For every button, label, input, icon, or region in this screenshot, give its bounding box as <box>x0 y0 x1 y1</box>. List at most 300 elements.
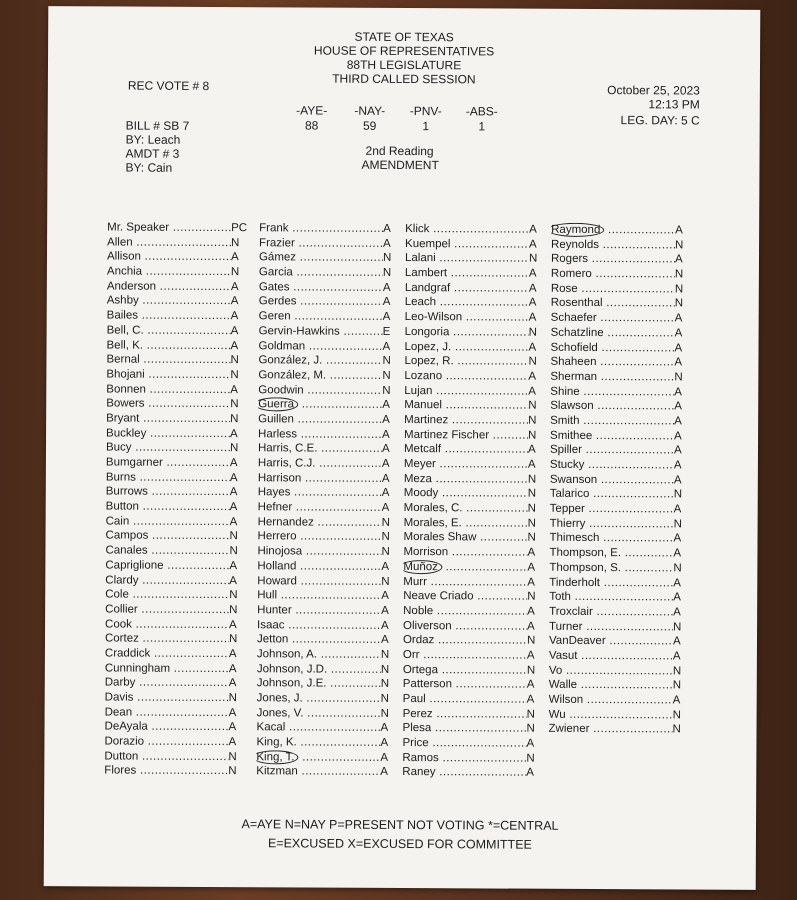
member-row <box>404 442 544 457</box>
member-row <box>257 618 397 633</box>
member-vote: A <box>381 560 390 573</box>
member-row <box>105 646 245 661</box>
member-name <box>404 413 528 428</box>
member-row <box>404 340 544 355</box>
member-name <box>105 705 229 720</box>
member-name <box>403 692 527 707</box>
member-name-text: Morales, E. <box>403 516 462 530</box>
pnv-count: 1 <box>422 119 430 134</box>
member-row <box>549 575 689 590</box>
member-name-text: González, M. <box>258 369 327 382</box>
member-name <box>403 677 527 692</box>
member-row <box>258 339 398 354</box>
member-name <box>259 265 383 280</box>
member-name <box>404 369 528 384</box>
member-name <box>258 339 382 354</box>
member-vote: A <box>673 503 682 516</box>
member-name <box>402 721 526 736</box>
member-vote: A <box>674 356 683 369</box>
member-row <box>258 486 398 501</box>
member-vote: N <box>381 575 390 588</box>
member-vote: A <box>228 721 237 734</box>
member-name <box>403 545 527 560</box>
member-row <box>405 222 545 237</box>
member-row <box>403 692 543 707</box>
member-name <box>404 501 528 516</box>
member-name-text: Price <box>402 737 429 750</box>
member-name-text: Anchia <box>106 265 143 278</box>
member-vote: N <box>527 473 537 486</box>
member-name-text: Smithee <box>550 429 593 442</box>
member-vote: A <box>381 457 390 470</box>
member-row <box>549 531 689 546</box>
member-name <box>404 428 528 443</box>
member-vote: N <box>526 752 535 765</box>
member-name-text: Meyer <box>403 458 436 471</box>
member-name <box>257 632 381 647</box>
member-name-text: Morrison <box>403 546 449 559</box>
member-vote: N <box>673 620 682 634</box>
member-vote: A <box>673 576 682 589</box>
circled-member-name: King, T. <box>256 750 298 764</box>
member-name-text: Leo-Wilson <box>404 311 463 324</box>
member-row <box>105 573 245 588</box>
member-name <box>549 590 673 605</box>
member-name <box>257 530 381 545</box>
roll-column-4 <box>548 223 691 738</box>
member-name <box>104 749 228 764</box>
member-name-text: Rogers <box>550 253 589 266</box>
member-row <box>257 559 397 574</box>
member-name-text: Ashby <box>106 294 139 308</box>
member-vote: A <box>528 370 537 383</box>
member-name-text: Tinderholt <box>549 576 601 589</box>
member-vote: A <box>529 238 537 251</box>
member-name-text: Leach <box>404 296 437 309</box>
member-name-text: Vasut <box>548 649 578 662</box>
member-name <box>107 220 231 235</box>
nay-count: 59 <box>362 118 377 133</box>
member-vote: A <box>228 736 237 749</box>
member-name <box>550 458 674 473</box>
member-vote: N <box>230 413 239 426</box>
member-row <box>107 265 247 280</box>
member-name <box>106 338 230 353</box>
member-name-text: Thierry <box>549 517 586 530</box>
amendment-number: AMDT # 3 <box>125 146 180 161</box>
member-name <box>257 574 381 589</box>
member-name <box>258 486 382 501</box>
member-vote: A <box>229 501 238 514</box>
member-vote: N <box>528 414 537 427</box>
member-vote: A <box>382 296 391 309</box>
member-name <box>550 502 674 517</box>
member-row <box>404 354 544 369</box>
pnv-label: -PNV- <box>409 104 442 119</box>
member-name <box>105 646 229 661</box>
member-name-text: Gates <box>258 280 290 294</box>
member-vote: A <box>383 237 391 250</box>
motion: AMENDMENT <box>361 157 439 173</box>
member-row <box>405 325 545 340</box>
member-name <box>548 722 672 737</box>
legend-line-1: A=AYE N=NAY P=PRESENT NOT VOTING *=CENTRAL <box>241 817 559 833</box>
member-name-text: Oliverson <box>403 619 452 632</box>
member-name-text: Goldman <box>258 339 306 352</box>
member-name-text: Ortega <box>402 663 439 676</box>
member-row <box>258 368 398 383</box>
header-state: STATE OF TEXAS <box>354 29 454 45</box>
member-row <box>549 561 689 576</box>
member-vote: A <box>672 650 681 663</box>
circled-member-name: Muñoz <box>403 560 442 574</box>
member-vote: A <box>230 339 239 352</box>
member-name <box>403 663 527 678</box>
member-vote: A <box>526 737 535 750</box>
member-row <box>550 414 690 429</box>
member-name-text: Schaefer <box>550 311 597 325</box>
member-name <box>258 412 382 427</box>
member-name <box>258 442 382 457</box>
member-name <box>550 428 674 443</box>
member-name <box>104 720 228 735</box>
member-name <box>105 617 229 632</box>
member-row <box>259 309 399 324</box>
member-row <box>258 383 398 398</box>
member-name-text: Landgraf <box>404 281 451 295</box>
member-row <box>550 472 690 487</box>
member-vote: A <box>382 399 390 412</box>
member-row <box>106 411 246 426</box>
member-vote: N <box>228 692 238 705</box>
member-vote: A <box>230 310 239 323</box>
member-row <box>404 486 544 501</box>
member-row <box>402 751 542 766</box>
member-row <box>106 338 246 353</box>
member-vote: A <box>527 576 536 589</box>
member-name-text: Frank <box>259 222 289 235</box>
member-row <box>258 456 398 471</box>
member-name <box>403 560 527 575</box>
member-name-text: Button <box>105 500 139 513</box>
member-vote: A <box>381 590 389 603</box>
member-name-text: Neave Criado <box>403 590 474 603</box>
aye-label: -AYE- <box>296 103 328 118</box>
bill-author: BY: Leach <box>125 132 181 147</box>
member-name <box>259 324 383 339</box>
member-vote: A <box>380 722 389 735</box>
member-name-text: Lopez, J. <box>404 340 452 353</box>
member-name <box>258 397 382 412</box>
member-vote: A <box>674 415 682 428</box>
member-name <box>259 221 383 236</box>
member-row <box>107 279 247 294</box>
member-name-text: Hunter <box>257 604 292 617</box>
member-name-text: Murr <box>403 575 427 588</box>
member-vote: N <box>674 283 684 296</box>
member-vote: PC <box>231 222 248 235</box>
member-name-text: Jetton <box>256 633 289 646</box>
member-name-text: Zwiener <box>548 723 590 736</box>
member-row <box>107 294 247 309</box>
member-name-text: González, J. <box>258 354 323 367</box>
member-name-text: Perez <box>402 707 433 720</box>
member-name <box>549 693 673 708</box>
member-row <box>402 721 542 736</box>
member-name <box>550 384 674 399</box>
member-row <box>258 442 398 457</box>
member-name-text: Hull <box>257 589 278 602</box>
member-row <box>405 281 545 296</box>
member-name-text: Tepper <box>549 502 585 516</box>
member-name <box>403 633 527 648</box>
member-name <box>107 294 231 309</box>
member-name <box>550 340 674 355</box>
member-name <box>550 472 674 487</box>
member-row <box>549 707 689 722</box>
member-vote: A <box>380 766 389 779</box>
member-name <box>258 515 382 530</box>
member-name-text: Cain <box>105 515 130 528</box>
member-name <box>403 604 527 619</box>
member-name-text: Hernandez <box>257 515 314 529</box>
vote-time: 12:13 PM <box>648 97 700 112</box>
member-name <box>551 311 675 326</box>
member-name-text: Goodwin <box>258 383 304 397</box>
member-name <box>107 279 231 294</box>
member-name-text: Shaheen <box>550 355 597 369</box>
member-vote: A <box>527 605 535 618</box>
member-vote: A <box>673 459 682 472</box>
member-name <box>405 251 529 266</box>
member-row <box>105 544 245 559</box>
member-row <box>257 574 397 589</box>
member-name-text: Troxclair <box>549 605 593 618</box>
member-row <box>549 546 689 561</box>
aye-count: 88 <box>304 118 319 133</box>
member-row <box>257 603 397 618</box>
member-vote: A <box>528 297 537 310</box>
member-name <box>549 546 673 561</box>
member-name <box>105 544 229 559</box>
member-vote: A <box>674 312 683 325</box>
member-row <box>550 384 690 399</box>
member-row <box>106 455 246 470</box>
member-name <box>257 559 381 574</box>
member-row <box>550 443 690 458</box>
member-name-text: Burrows <box>105 485 148 499</box>
member-name-text: Bonnen <box>106 383 146 396</box>
member-row <box>107 250 247 265</box>
member-name-text: Hayes <box>257 486 291 499</box>
rec-vote: REC VOTE # 8 <box>127 78 210 93</box>
member-row <box>258 471 398 486</box>
member-row <box>106 367 246 382</box>
member-row <box>404 472 544 487</box>
member-row <box>259 280 399 295</box>
member-name <box>104 764 228 779</box>
member-name <box>549 663 673 678</box>
member-vote: N <box>528 399 537 412</box>
member-vote: A <box>230 383 239 396</box>
member-name-text: Dean <box>104 706 133 719</box>
member-row <box>404 501 544 516</box>
member-row <box>403 648 543 663</box>
member-name <box>258 456 382 471</box>
member-vote: A <box>380 751 389 764</box>
bill-number: BILL # SB 7 <box>125 118 190 133</box>
member-name-text: Harless <box>258 427 298 441</box>
member-name <box>404 384 528 399</box>
member-name-text: Noble <box>403 604 434 618</box>
member-name <box>549 561 673 576</box>
member-row <box>257 662 397 677</box>
member-name-text: Collier <box>105 603 138 616</box>
member-row <box>105 602 245 617</box>
member-vote: A <box>229 471 238 484</box>
member-name <box>403 589 527 604</box>
member-name <box>549 678 673 693</box>
member-name <box>106 470 230 485</box>
member-row <box>550 428 690 443</box>
member-vote: A <box>381 604 389 617</box>
member-vote: N <box>380 707 389 720</box>
member-name-text: Hefner <box>257 501 293 514</box>
member-name-text: Gámez <box>258 251 297 264</box>
member-name-text: Allison <box>106 250 141 264</box>
member-name-text: Thompson, E. <box>549 546 622 560</box>
member-vote: N <box>229 589 238 602</box>
member-row <box>105 705 245 720</box>
member-row <box>549 693 689 708</box>
member-row <box>549 678 689 693</box>
member-vote: A <box>528 267 537 280</box>
member-vote: E <box>382 325 391 338</box>
member-vote: A <box>673 474 682 487</box>
member-row <box>405 266 545 281</box>
member-name <box>105 676 229 691</box>
member-row <box>257 544 397 559</box>
member-name-text: Canales <box>105 544 148 557</box>
member-vote: A <box>527 620 535 633</box>
member-vote: A <box>526 678 535 692</box>
member-name <box>105 632 229 647</box>
member-row <box>106 470 246 485</box>
member-vote: A <box>230 251 239 264</box>
member-name <box>404 340 528 355</box>
member-row <box>403 604 543 619</box>
member-vote: N <box>229 545 238 558</box>
member-row <box>550 502 690 517</box>
member-vote: A <box>673 591 681 604</box>
member-name <box>551 326 675 341</box>
member-name-text: DeAyala <box>104 720 148 734</box>
member-name <box>107 250 231 265</box>
member-name <box>256 721 380 736</box>
member-name <box>404 354 528 369</box>
member-vote: A <box>673 606 681 619</box>
member-row <box>403 677 543 692</box>
member-name-text: Bhojani <box>106 368 145 381</box>
member-row <box>404 384 544 399</box>
member-name-text: Lambert <box>404 267 448 280</box>
member-vote: A <box>230 324 239 337</box>
member-name-text: Bailes <box>106 309 139 322</box>
member-name-text: Howard <box>257 574 297 587</box>
circled-member-name: Guerra <box>258 397 298 411</box>
member-row <box>107 323 247 338</box>
member-name <box>403 575 527 590</box>
member-name-text: Bell, C. <box>106 324 144 337</box>
member-vote: N <box>674 297 684 310</box>
member-name-text: Cole <box>105 588 129 601</box>
member-vote: N <box>527 590 536 603</box>
member-name-text: Shine <box>550 385 580 398</box>
member-name <box>551 237 675 252</box>
member-row <box>549 663 689 678</box>
member-row <box>405 310 545 325</box>
member-name-text: Martinez Fischer <box>404 428 490 442</box>
member-vote: N <box>528 429 537 442</box>
roll-column-2 <box>256 221 399 780</box>
member-name <box>258 368 382 383</box>
member-vote: N <box>528 253 538 266</box>
member-name <box>405 295 529 310</box>
member-name <box>259 251 383 266</box>
member-name-text: Orr <box>402 648 420 662</box>
member-name <box>104 735 228 750</box>
member-vote: A <box>229 574 238 587</box>
member-name <box>549 634 673 649</box>
member-name <box>257 618 381 633</box>
member-name-text: Harris, C.J. <box>257 457 316 470</box>
member-vote: A <box>674 400 682 413</box>
member-row <box>106 353 246 368</box>
member-name-text: Holland <box>257 560 297 573</box>
member-name <box>258 471 382 486</box>
member-vote: N <box>381 531 390 544</box>
member-row <box>403 575 543 590</box>
member-name <box>106 382 230 397</box>
member-vote: A <box>528 341 537 354</box>
member-name-text: Kacal <box>256 721 286 734</box>
member-vote: A <box>228 677 237 690</box>
member-row <box>104 749 244 764</box>
member-name <box>106 500 230 515</box>
member-vote: N <box>672 723 681 736</box>
member-vote: A <box>674 385 683 399</box>
member-row <box>550 340 690 355</box>
member-name <box>259 295 383 310</box>
member-row <box>258 353 398 368</box>
member-vote: A <box>675 224 683 237</box>
member-row <box>551 311 691 326</box>
member-name <box>106 455 230 470</box>
member-row <box>548 722 688 737</box>
member-vote: N <box>380 678 390 691</box>
member-name <box>105 661 229 676</box>
member-name <box>107 323 231 338</box>
member-vote: A <box>229 618 237 631</box>
member-name-text: Toth <box>549 590 572 604</box>
member-name <box>106 485 230 500</box>
member-name-text: Harrison <box>257 471 302 485</box>
member-name-text: Davis <box>104 691 134 704</box>
member-name <box>258 353 382 368</box>
member-row <box>107 235 247 250</box>
member-name-text: Gervin-Hawkins <box>258 325 340 338</box>
member-name-text: Patterson <box>402 678 453 691</box>
